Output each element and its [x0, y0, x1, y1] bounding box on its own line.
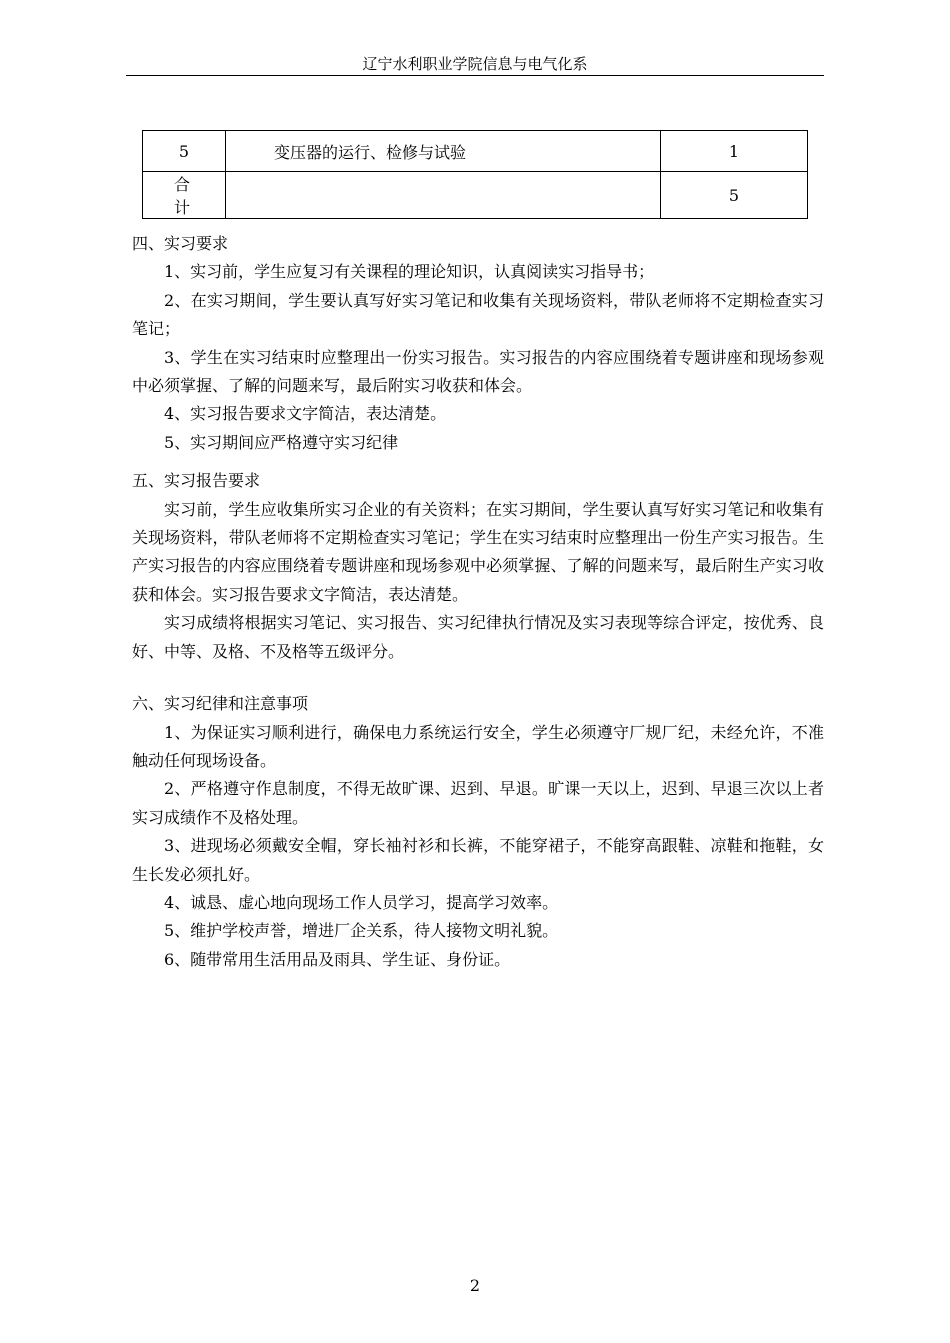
document-body [132, 230, 824, 974]
section-heading: 六、实习纪律和注意事项 [132, 694, 309, 714]
header-title: 辽宁水利职业学院信息与电气化系 [362, 55, 588, 73]
list-item: 6、随带常用生活用品及雨具、学生证、身份证。 [164, 949, 511, 969]
table-cell-number: 5 [143, 131, 226, 172]
table-cell-hours: 1 [661, 131, 808, 172]
table-cell-total-hours: 5 [661, 172, 808, 219]
list-item: 3、进现场必须戴安全帽，穿长袖衬衫和长裤，不能穿裙子，不能穿高跟鞋、凉鞋和拖鞋，女生长发必须扎好。 [132, 836, 824, 884]
list-item: 1、为保证实习顺利进行，确保电力系统运行安全，学生必须遵守厂规厂纪，未经允许，不准触动任何现场设备。 [132, 722, 824, 770]
list-item: 5、实习期间应严格遵守实习纪律 [164, 432, 399, 452]
paragraph: 实习成绩将根据实习笔记、实习报告、实习纪律执行情况及实习表现等综合评定，按优秀、良好、中等、及格、不及格等五级评分。 [132, 613, 824, 661]
table-cell-topic: 变压器的运行、检修与试验 [226, 131, 661, 172]
table-cell-topic [226, 172, 661, 219]
header-rule [126, 75, 824, 76]
list-item: 4、实习报告要求文字简洁，表达清楚。 [164, 404, 447, 424]
course-hours-table [142, 130, 808, 219]
table-row [143, 131, 808, 172]
table-cell-total-label: 合计 [143, 172, 226, 219]
section-heading: 四、实习要求 [132, 234, 229, 253]
list-item: 4、诚恳、虚心地向现场工作人员学习，提高学习效率。 [164, 892, 559, 912]
table-row-total [143, 172, 808, 219]
list-item: 1、实习前，学生应复习有关课程的理论知识，认真阅读实习指导书； [164, 262, 655, 282]
list-item: 2、严格遵守作息制度，不得无故旷课、迟到、早退。旷课一天以上，迟到、早退三次以上者实习成绩作不及格处理。 [132, 779, 824, 827]
list-item: 2、在实习期间，学生要认真写好实习笔记和收集有关现场资料，带队老师将不定期检查实习笔记； [132, 290, 824, 339]
list-item: 5、维护学校声誉，增进厂企关系，待人接物文明礼貌。 [164, 921, 559, 941]
paragraph: 实习前，学生应收集所实习企业的有关资料；在实习期间，学生要认真写好实习笔记和收集有关现场资料，带队老师将不定期检查实习笔记；学生在实习结束时应整理出一份生产实习报告。生产实习报告的内容应围绕着专题讲座和现场参观中必须掌握、了解的问题来写，最后附生产实习收获和体会。实习报告要求文字简洁，表达清楚。 [132, 499, 824, 604]
page-number: 2 [469, 1276, 481, 1295]
section-heading: 五、实习报告要求 [132, 471, 261, 491]
list-item: 3、学生在实习结束时应整理出一份实习报告。实习报告的内容应围绕着专题讲座和现场参观中必须掌握、了解的问题来写，最后附实习收获和体会。 [132, 347, 824, 396]
